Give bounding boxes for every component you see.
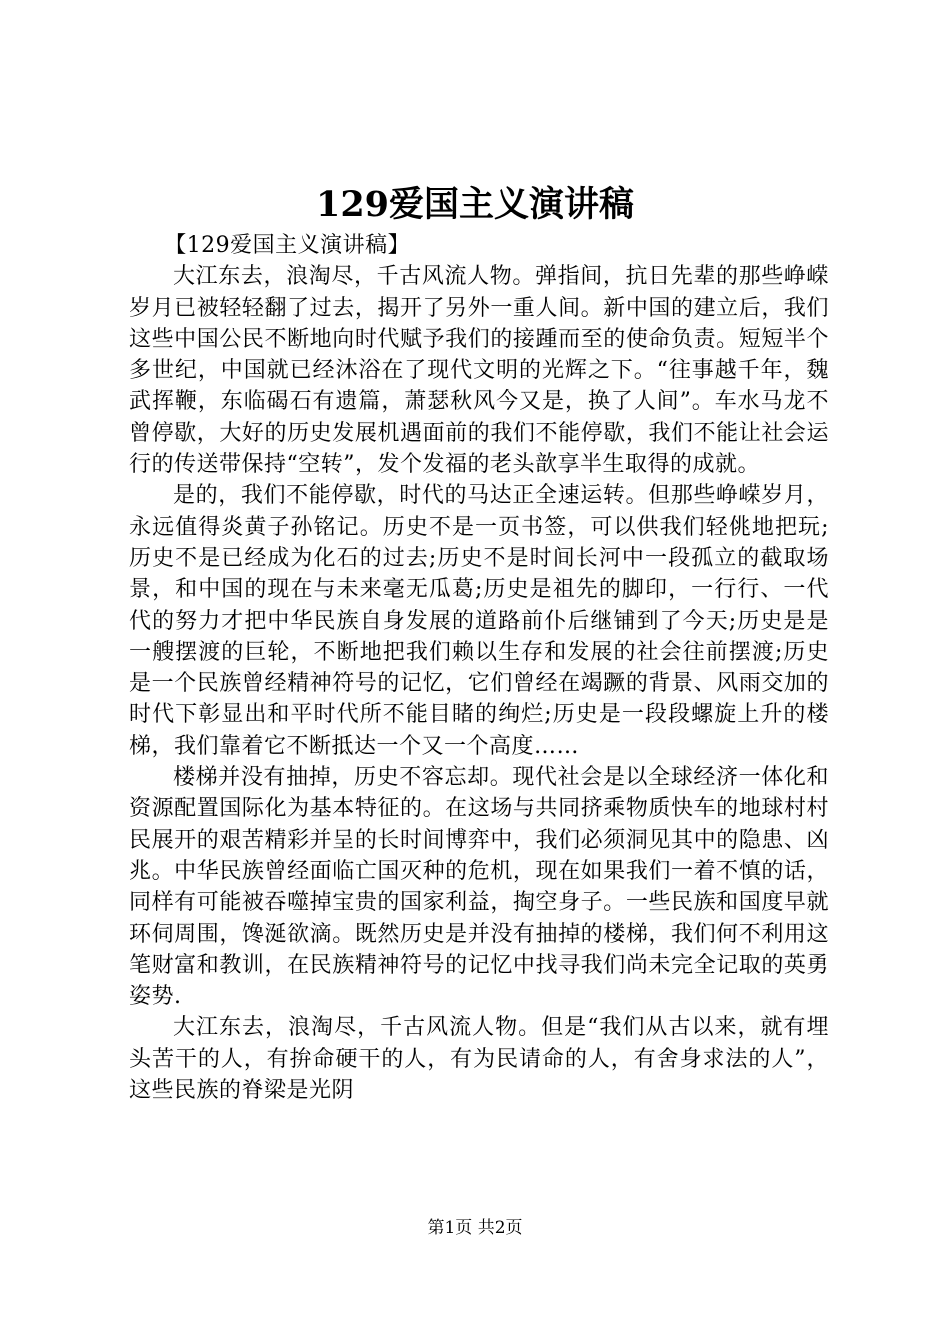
paragraph: 是的，我们不能停歇，时代的马达正全速运转。但那些峥嵘岁月，永远值得炎黄子孙铭记。历史不是一页书签，可以供我们轻佻地把玩;历史不是已经成为化石的过去;历史不是时间长河中一段孤立的截取场景，和中国的现在与未来毫无瓜葛;历史是祖先的脚印，一行行、一代代的努力才把中华民族自身发展的道路前仆后继铺到了今天;历史是是一艘摆渡的巨轮，不断地把我们赖以生存和发展的社会往前摆渡;历史是一个民族曾经精神符号的记忆，它们曾经在竭蹶的背景、风雨交加的时代下彰显出和平时代所不能目睹的绚烂;历史是一段段螺旋上升的楼梯，我们靠着它不断抵达一个又一个高度…… <box>129 483 829 759</box>
document-subtitle: 【129爱国主义演讲稿】 <box>164 233 411 258</box>
paragraph: 楼梯并没有抽掉，历史不容忘却。现代社会是以全球经济一体化和资源配置国际化为基本特征的。在这场与共同挤乘物质快车的地球村村民展开的艰苦精彩并呈的长时间博弈中，我们必须洞见其中的隐患、凶兆。中华民族曾经面临亡国灭种的危机，现在如果我们一着不慎的话，同样有可能被吞噬掉宝贵的国家利益，掏空身子。一些民族和国度早就环伺周围，馋涎欲滴。既然历史是并没有抽掉的楼梯，我们何不利用这笔财富和教训，在民族精神符号的记忆中找寻我们尚未完全记取的英勇姿势. <box>129 765 829 1010</box>
page-title: 129爱国主义演讲稿 <box>315 184 635 225</box>
document-body <box>129 230 829 1106</box>
page-number: 第1页 共2页 <box>427 1218 523 1238</box>
paragraph: 大江东去，浪淘尽，千古风流人物。弹指间，抗日先辈的那些峥嵘岁月已被轻轻翻了过去，揭开了另外一重人间。新中国的建立后，我们这些中国公民不断地向时代赋予我们的接踵而至的使命负责。短短半个多世纪，中国就已经沐浴在了现代文明的光辉之下。“往事越千年，魏武挥鞭，东临碣石有遗篇，萧瑟秋风今又是，换了人间”。车水马龙不曾停歇，大好的历史发展机遇面前的我们不能停歇，我们不能让社会运行的传送带保持“空转”，发个发福的老头歆享半生取得的成就。 <box>129 264 829 478</box>
paragraph: 大江东去，浪淘尽，千古风流人物。但是“我们从古以来，就有埋头苦干的人，有拚命硬干的人，有为民请命的人，有舍身求法的人”，这些民族的脊梁是光阴 <box>129 1015 829 1104</box>
